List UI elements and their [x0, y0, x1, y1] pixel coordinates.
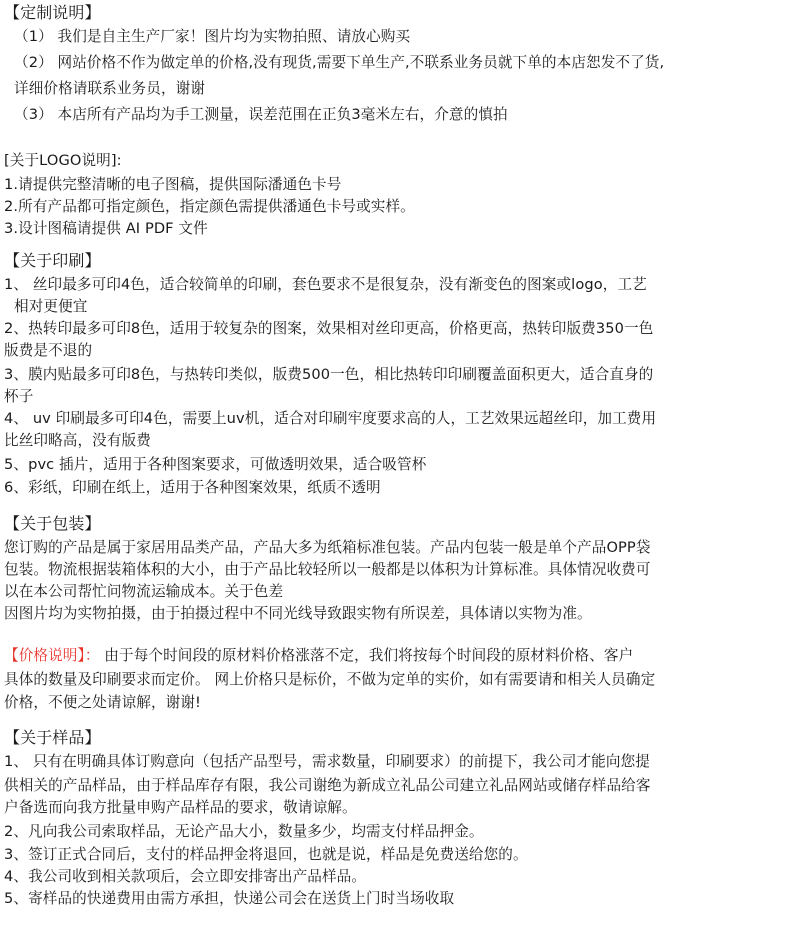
- price-line-2: 具体的数量及印刷要求而定价。 网上价格只是标价，不做为定单的实价，如有需要请和相关人员确定: [4, 671, 656, 688]
- packaging-section-title: 【关于包装】: [4, 514, 101, 533]
- custom-section-title: 【定制说明】: [4, 3, 101, 22]
- samples-line-6: 4、我公司收到相关款项后，会立即安排寄出产品样品。: [4, 868, 367, 885]
- printing-line-8: 比丝印略高，没有版费: [4, 432, 151, 449]
- printing-line-1: 1、 丝印最多可印4色，适合较简单的印刷，套色要求不是很复杂，没有渐变色的图案或logo，工艺: [4, 276, 647, 293]
- packaging-line-1: 您订购的产品是属于家居用品类产品，产品大多为纸箱标准包装。产品内包装一般是单个产品OPP袋: [4, 539, 651, 556]
- price-section-title: 【价格说明】：: [4, 647, 100, 664]
- logo-line-3: 3.设计图稿请提供 AI PDF 文件: [4, 220, 208, 237]
- printing-line-5: 3、膜内贴最多可印8色，与热转印类似，版费500一色，相比热转印印刷覆盖面积更大，适合直身的: [4, 366, 654, 383]
- logo-line-1: 1.请提供完整清晰的电子图稿，提供国际潘通色卡号: [4, 176, 342, 193]
- samples-line-3: 户备选而向我方批量申购产品样品的要求，敬请谅解。: [4, 799, 357, 816]
- logo-line-2: 2.所有产品都可指定颜色，指定颜色需提供潘通色卡号或实样。: [4, 198, 415, 215]
- packaging-line-4: 因图片均为实物拍摄，由于拍摄过程中不同光线导致跟实物有所误差，具体请以实物为准。: [4, 605, 592, 622]
- packaging-line-2: 包装。物流根据装箱体积的大小，由于产品比较轻所以一般都是以体积为计算标准。具体情况收费可: [4, 561, 651, 578]
- samples-line-2: 供相关的产品样品，由于样品库存有限，我公司谢绝为新成立礼品公司建立礼品网站或储存样品给客: [4, 777, 651, 794]
- custom-line-3: 详细价格请联系业务员，谢谢: [14, 80, 206, 97]
- printing-line-2: 相对更便宜: [14, 298, 88, 315]
- printing-line-10: 6、彩纸，印刷在纸上，适用于各种图案效果，纸质不透明: [4, 479, 381, 496]
- printing-line-9: 5、pvc 插片，适用于各种图案要求，可做透明效果，适合吸管杯: [4, 456, 427, 473]
- custom-line-2: （2） 网站价格不作为做定单的价格,没有现货,需要下单生产,不联系业务员就下单的本店恕发不了货,: [14, 54, 665, 71]
- samples-line-1: 1、 只有在明确具体订购意向（包括产品型号，需求数量，印刷要求）的前提下，我公司才能向您提: [4, 753, 650, 770]
- printing-line-7: 4、 uv 印刷最多可印4色，需要上uv机，适合对印刷牢度要求高的人，工艺效果远超丝印，加工费用: [4, 410, 657, 427]
- printing-line-6: 杯子: [4, 388, 34, 405]
- price-line-1: [4, 645, 796, 667]
- custom-line-4: （3） 本店所有产品均为手工测量，误差范围在正负3毫米左右，介意的慎拍: [14, 106, 508, 123]
- custom-line-1: （1） 我们是自主生产厂家！图片均为实物拍照、请放心购买: [14, 28, 411, 45]
- samples-line-4: 2、凡向我公司索取样品，无论产品大小，数量多少，均需支付样品押金。: [4, 823, 484, 840]
- samples-line-5: 3、签订正式合同后，支付的样品押金将退回，也就是说，样品是免费送给您的。: [4, 846, 528, 863]
- price-line-3: 价格，不便之处请谅解，谢谢!: [4, 694, 201, 711]
- samples-section-title: 【关于样品】: [4, 728, 101, 747]
- logo-section-title: [关于LOGO说明]:: [4, 152, 122, 169]
- packaging-line-3: 以在本公司帮忙问物流运输成本。关于色差: [4, 583, 284, 600]
- printing-section-title: 【关于印刷】: [4, 251, 101, 270]
- price-line-1-text: 由于每个时间段的原材料价格涨落不定，我们将按每个时间段的原材料价格、客户: [99, 647, 634, 664]
- samples-line-7: 5、寄样品的快递费用由需方承担，快递公司会在送货上门时当场收取: [4, 890, 455, 907]
- printing-line-4: 版费是不退的: [4, 342, 93, 359]
- printing-line-3: 2、热转印最多可印8色，适用于较复杂的图案，效果相对丝印更高，价格更高，热转印版费350一色: [4, 320, 654, 337]
